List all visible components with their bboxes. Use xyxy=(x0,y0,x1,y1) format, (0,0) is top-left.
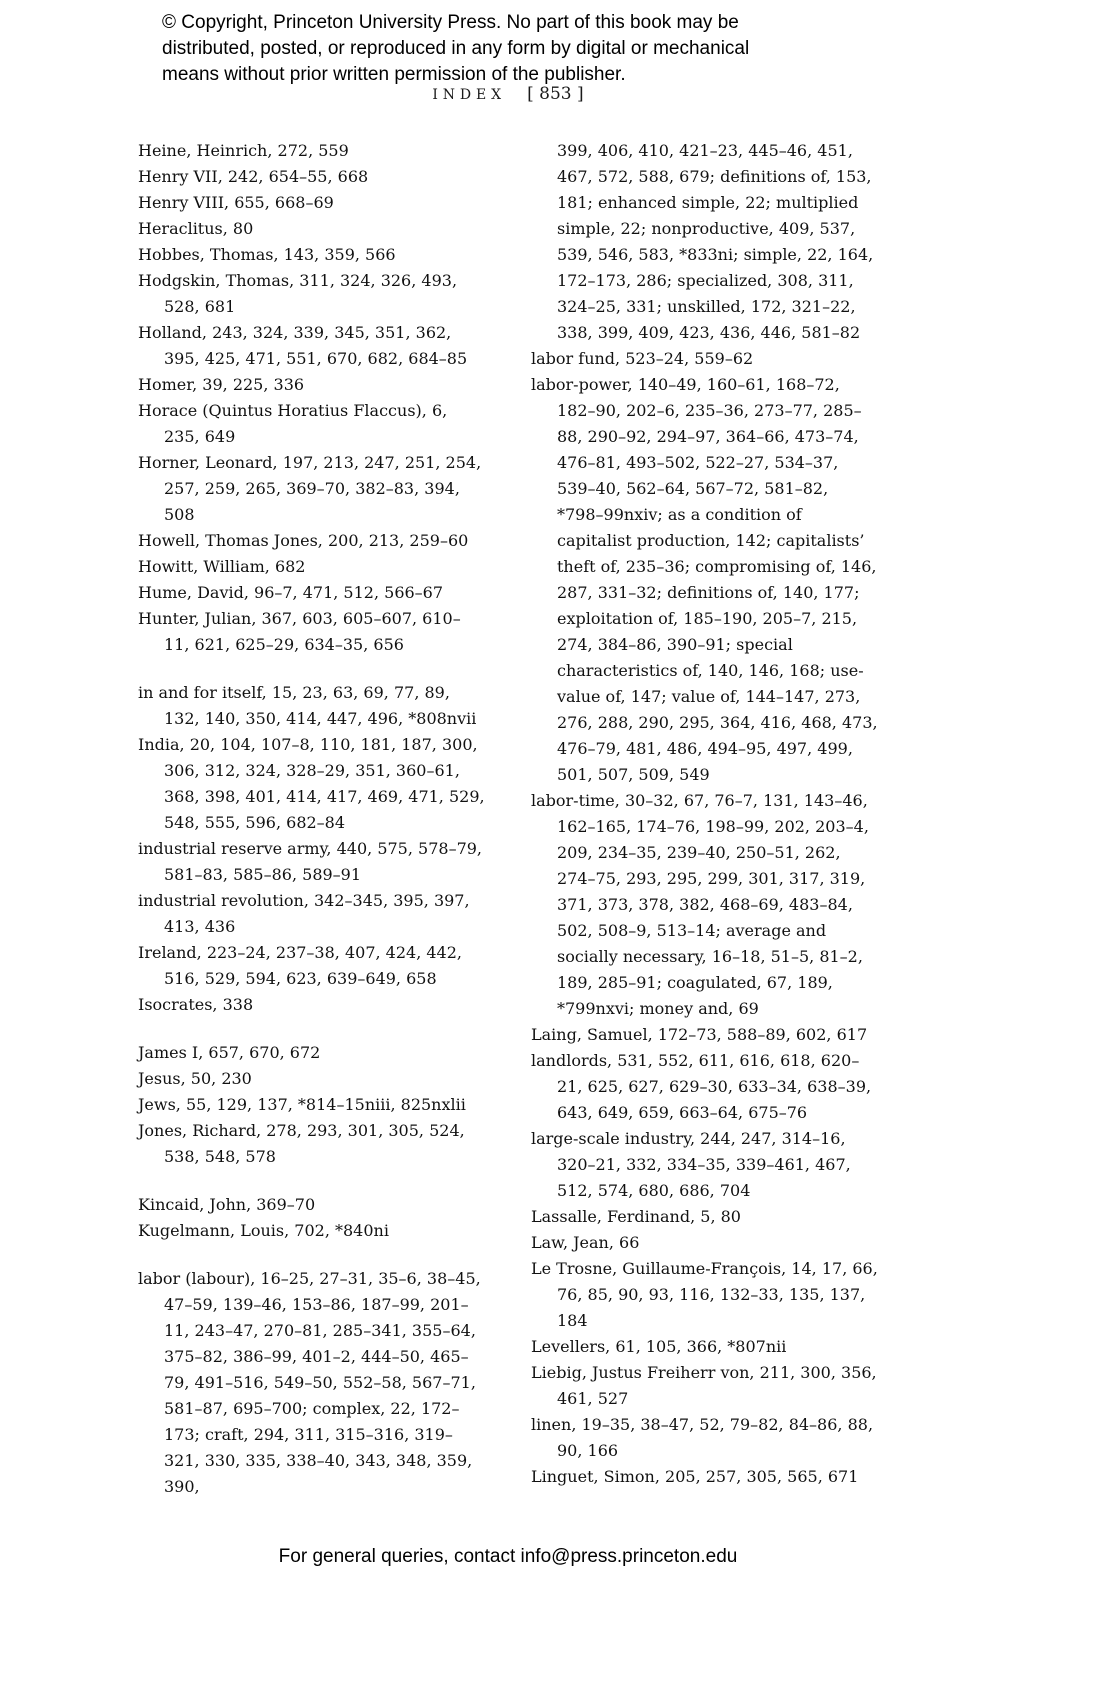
index-entry: Jones, Richard, 278, 293, 301, 305, 524, 538, 548, 578 xyxy=(138,1121,465,1166)
running-head xyxy=(0,84,1016,104)
index-column-left xyxy=(138,138,486,1500)
index-entry: Howell, Thomas Jones, 200, 213, 259–60 xyxy=(138,531,469,550)
index-column-right xyxy=(531,138,879,1500)
index-entry: linen, 19–35, 38–47, 52, 79–82, 84–86, 88, 90, 166 xyxy=(531,1415,874,1460)
index-entry: Levellers, 61, 105, 366, *807nii xyxy=(531,1337,787,1356)
index-entry: Heine, Heinrich, 272, 559 xyxy=(138,141,349,160)
index-entry: labor-power, 140–49, 160–61, 168–72, 182–90, 202–6, 235–36, 273–77, 285–88, 290–92, 294–97, 364–66, 473–74, 476–81, 493–502, 522–27, 534–37, 539–40, 562–64, 567–72, 581–82, *798–99nxiv; as a condition of capitalist production, 142; capitalists’ theft of, 235–36; compromising of, 146, 287, 331–32; definitions of, 140, 177; exploitation of, 185–190, 205–7, 215, 274, 384–86, 390–91; special characteristics of, 140, 146, 168; use-value of, 147; value of, 144–147, 273, 276, 288, 290, 295, 364, 416, 468, 473, 476–79, 481, 486, 494–95, 497, 499, 501, 507, 509, 549 xyxy=(531,375,878,784)
index-entry: Lassalle, Ferdinand, 5, 80 xyxy=(531,1207,741,1226)
index-entry: Jesus, 50, 230 xyxy=(138,1069,252,1088)
index-entry: Linguet, Simon, 205, 257, 305, 565, 671 xyxy=(531,1467,859,1486)
index-entry: Le Trosne, Guillaume-François, 14, 17, 66, 76, 85, 90, 93, 116, 132–33, 135, 137, 184 xyxy=(531,1259,878,1330)
index-entry: Homer, 39, 225, 336 xyxy=(138,375,305,394)
index-entry: Heraclitus, 80 xyxy=(138,219,254,238)
index-entry: Hobbes, Thomas, 143, 359, 566 xyxy=(138,245,396,264)
index-entry: large-scale industry, 244, 247, 314–16, 320–21, 332, 334–35, 339–461, 467, 512, 574, 680, 686, 704 xyxy=(531,1129,851,1200)
copyright-notice xyxy=(162,10,842,88)
index-entry: landlords, 531, 552, 611, 616, 618, 620–21, 625, 627, 629–30, 633–34, 638–39, 643, 649, 659, 663–64, 675–76 xyxy=(531,1051,872,1122)
index-entry: Horace (Quintus Horatius Flaccus), 6, 235, 649 xyxy=(138,401,448,446)
index-entry: Ireland, 223–24, 237–38, 407, 424, 442, 516, 529, 594, 623, 639–649, 658 xyxy=(138,943,462,988)
index-entry: Isocrates, 338 xyxy=(138,995,254,1014)
index-entry: Hodgskin, Thomas, 311, 324, 326, 493, 528, 681 xyxy=(138,271,458,316)
index-entry: Kincaid, John, 369–70 xyxy=(138,1195,316,1214)
index-entry: India, 20, 104, 107–8, 110, 181, 187, 300, 306, 312, 324, 328–29, 351, 360–61, 368, 398, 401, 414, 417, 469, 471, 529, 548, 555, 596, 682–84 xyxy=(138,735,485,832)
index-entry: 399, 406, 410, 421–23, 445–46, 451, 467, 572, 588, 679; definitions of, 153, 181; enhanced simple, 22; multiplied simple, 22; nonproductive, 409, 537, 539, 546, 583, *833ni; simple, 22, 164, 172–173, 286; specialized, 308, 311, 324–25, 331; unskilled, 172, 321–22, 338, 399, 409, 423, 436, 446, 581–82 xyxy=(557,141,874,342)
index-entry: labor fund, 523–24, 559–62 xyxy=(531,349,754,368)
index-entry: Henry VIII, 655, 668–69 xyxy=(138,193,334,212)
index-entry: Hume, David, 96–7, 471, 512, 566–67 xyxy=(138,583,444,602)
copyright-line: means without prior written permission of the publisher. xyxy=(162,64,626,85)
index-entry: Henry VII, 242, 654–55, 668 xyxy=(138,167,369,186)
index-entry: Horner, Leonard, 197, 213, 247, 251, 254, 257, 259, 265, 369–70, 382–83, 394, 508 xyxy=(138,453,482,524)
index-entry: labor-time, 30–32, 67, 76–7, 131, 143–46, 162–165, 174–76, 198–99, 202, 203–4, 209, 234–35, 239–40, 250–51, 262, 274–75, 293, 295, 299, 301, 317, 319, 371, 373, 378, 382, 468–69, 483–84, 502, 508–9, 513–14; average and socially necessary, 16–18, 51–5, 81–2, 189, 285–91; coagulated, 67, 189, *799nxvi; money and, 69 xyxy=(531,791,869,1018)
index-entry: Jews, 55, 129, 137, *814–15niii, 825nxlii xyxy=(138,1095,466,1114)
index-columns xyxy=(138,138,879,1500)
copyright-line: © Copyright, Princeton University Press. No part of this book may be xyxy=(162,12,739,33)
footer-contact: For general queries, contact info@press.princeton.edu xyxy=(278,1546,738,1567)
index-entry: labor (labour), 16–25, 27–31, 35–6, 38–45, 47–59, 139–46, 153–86, 187–99, 201–11, 243–47, 270–81, 285–341, 355–64, 375–82, 386–99, 401–2, 444–50, 465–79, 491–516, 549–50, 552–58, 567–71, 581–87, 695–700; complex, 22, 172–173; craft, 294, 311, 315–316, 319–321, 330, 335, 338–40, 343, 348, 359, 390, xyxy=(138,1269,481,1496)
index-entry: James I, 657, 670, 672 xyxy=(138,1043,321,1062)
index-entry: Hunter, Julian, 367, 603, 605–607, 610–11, 621, 625–29, 634–35, 656 xyxy=(138,609,461,654)
index-entry: in and for itself, 15, 23, 63, 69, 77, 89, 132, 140, 350, 414, 447, 496, *808nvii xyxy=(138,683,477,728)
index-entry: Howitt, William, 682 xyxy=(138,557,306,576)
index-entry: Holland, 243, 324, 339, 345, 351, 362, 395, 425, 471, 551, 670, 682, 684–85 xyxy=(138,323,468,368)
index-entry: industrial revolution, 342–345, 395, 397, 413, 436 xyxy=(138,891,470,936)
page-number: [ 853 ] xyxy=(527,84,584,104)
copyright-line: distributed, posted, or reproduced in any form by digital or mechanical xyxy=(162,38,750,59)
index-entry: Laing, Samuel, 172–73, 588–89, 602, 617 xyxy=(531,1025,868,1044)
index-label: INDEX xyxy=(432,87,507,103)
index-entry: Liebig, Justus Freiherr von, 211, 300, 356, 461, 527 xyxy=(531,1363,877,1408)
index-entry: Law, Jean, 66 xyxy=(531,1233,640,1252)
index-entry: Kugelmann, Louis, 702, *840ni xyxy=(138,1221,389,1240)
index-entry: industrial reserve army, 440, 575, 578–79, 581–83, 585–86, 589–91 xyxy=(138,839,483,884)
